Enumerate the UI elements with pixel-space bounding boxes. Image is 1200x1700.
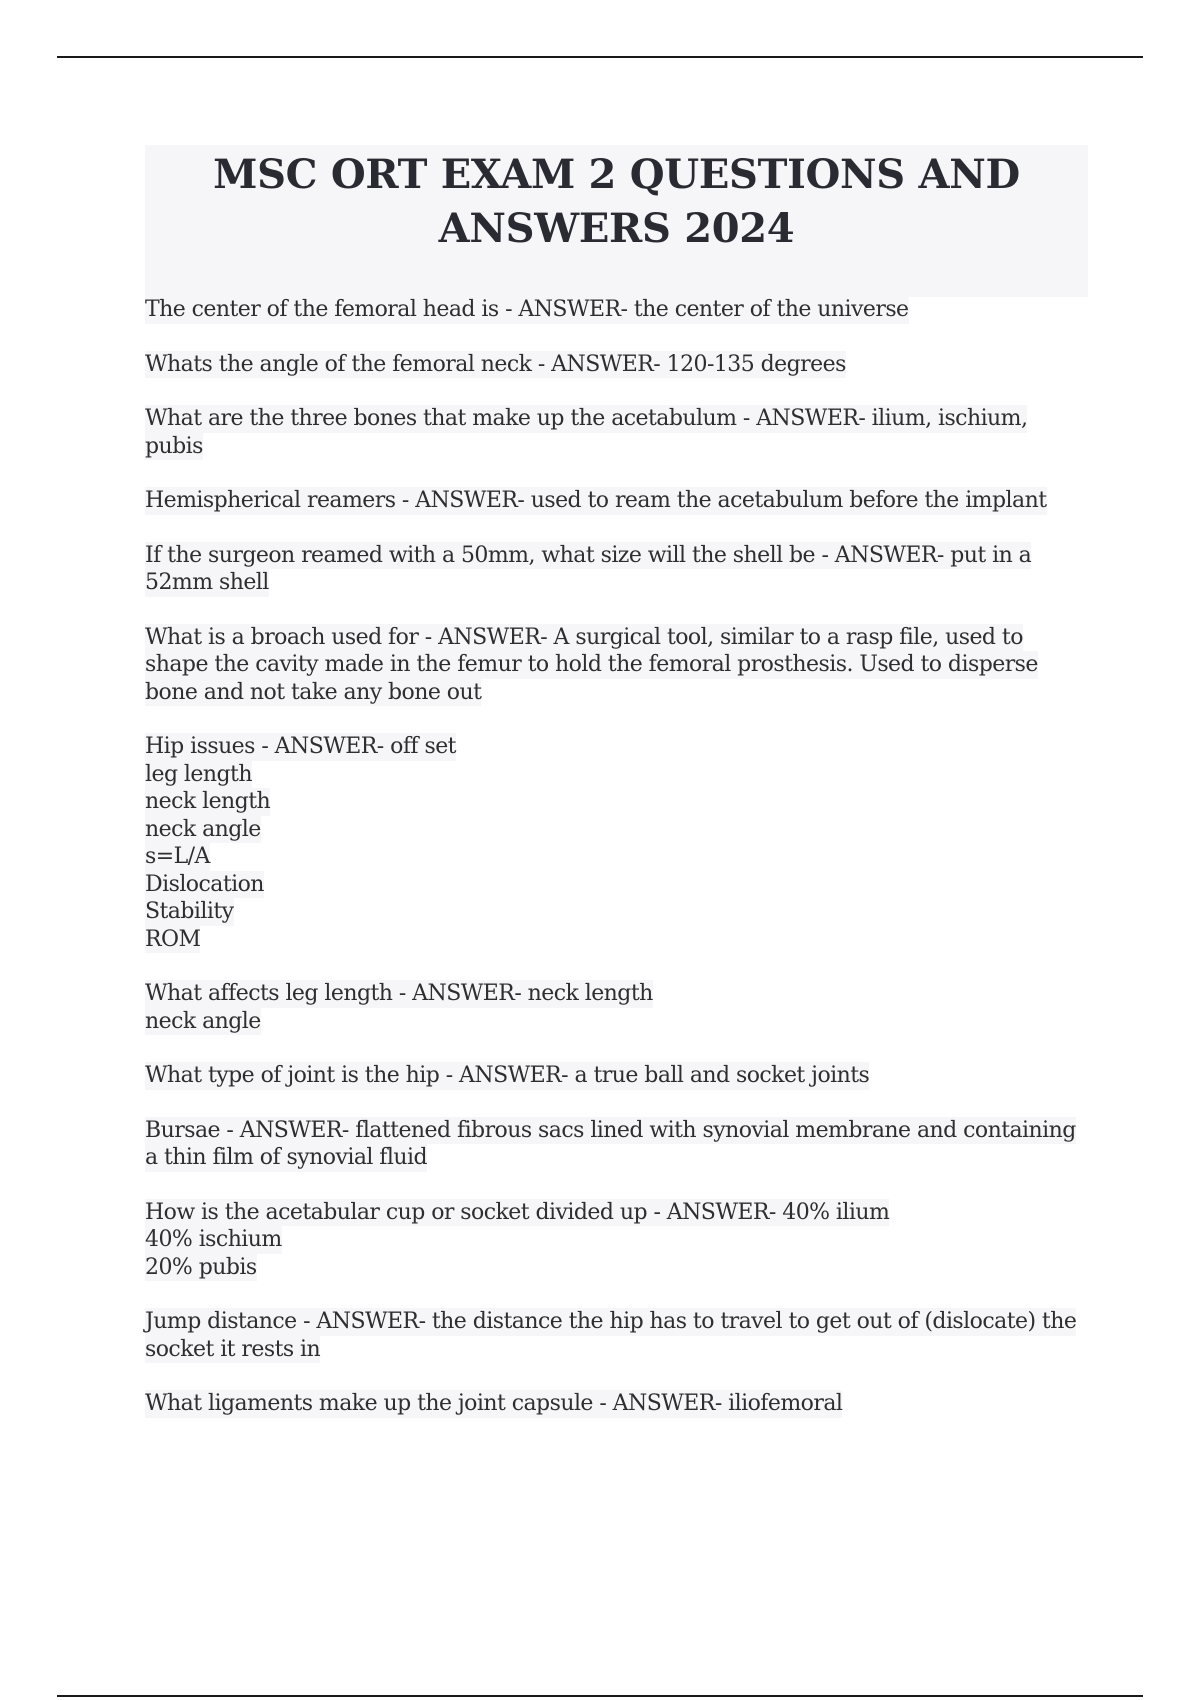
qa-line: What are the three bones that make up the acetabulum - ANSWER- ilium, ischium, <box>145 406 1028 431</box>
qa-line: Hip issues - ANSWER- off set <box>145 734 456 759</box>
qa-line: Stability <box>145 899 234 924</box>
qa-line: If the surgeon reamed with a 50mm, what size will the shell be - ANSWER- put in a <box>145 542 1032 568</box>
qa-line: socket it rests in <box>145 1336 321 1362</box>
qa-line: How is the acetabular cup or socket divided up - ANSWER- 40% ilium <box>145 1199 890 1225</box>
qa-line: s=L/A <box>145 844 210 869</box>
qa-line: 40% ischium <box>145 1227 282 1252</box>
qa-line: What is a broach used for - ANSWER- A surgical tool, similar to a rasp file, used to <box>145 624 1023 650</box>
qa-line: The center of the femoral head is - ANSWER- the center of the universe <box>145 297 909 322</box>
qa-item <box>145 980 1095 1035</box>
qa-item <box>145 405 1095 460</box>
qa-item <box>145 733 1095 953</box>
qa-line: neck angle <box>145 1008 261 1034</box>
qa-line: Hemispherical reamers - ANSWER- used to ream the acetabulum before the implant <box>145 488 1047 513</box>
qa-line: pubis <box>145 433 203 459</box>
qa-item <box>145 487 1095 515</box>
qa-line: What type of joint is the hip - ANSWER- a true ball and socket joints <box>145 1063 870 1088</box>
qa-line: Bursae - ANSWER- flattened fibrous sacs lined with synovial membrane and containing <box>145 1117 1076 1143</box>
qa-line: neck length <box>145 789 271 814</box>
qa-item <box>145 542 1095 597</box>
title-line-1: MSC ORT EXAM 2 QUESTIONS AND <box>213 151 1020 198</box>
top-rule <box>57 56 1143 58</box>
title-block <box>145 145 1088 297</box>
bottom-rule <box>57 1695 1143 1697</box>
qa-line: shape the cavity made in the femur to hold the femoral prosthesis. Used to disperse <box>145 652 1038 677</box>
qa-line: Dislocation <box>145 871 264 897</box>
qa-item <box>145 351 1095 379</box>
qa-line: bone and not take any bone out <box>145 679 482 705</box>
qa-list <box>145 296 1095 1445</box>
qa-line: Whats the angle of the femoral neck - ANSWER- 120-135 degrees <box>145 351 846 377</box>
qa-item <box>145 1308 1095 1363</box>
qa-item <box>145 1117 1095 1172</box>
qa-line: leg length <box>145 761 252 787</box>
qa-line: 52mm shell <box>145 570 269 595</box>
qa-item <box>145 1199 1095 1282</box>
qa-item <box>145 1062 1095 1090</box>
document-title <box>145 145 1088 256</box>
qa-line: a thin film of synovial fluid <box>145 1145 428 1170</box>
qa-item <box>145 1390 1095 1418</box>
qa-line: neck angle <box>145 816 261 842</box>
qa-line: 20% pubis <box>145 1254 257 1280</box>
qa-line: ROM <box>145 926 201 952</box>
qa-line: What affects leg length - ANSWER- neck length <box>145 981 653 1006</box>
title-line-2: ANSWERS 2024 <box>438 205 795 252</box>
qa-line: What ligaments make up the joint capsule - ANSWER- iliofemoral <box>145 1391 843 1416</box>
qa-item <box>145 296 1095 324</box>
qa-item <box>145 624 1095 707</box>
qa-line: Jump distance - ANSWER- the distance the hip has to travel to get out of (dislocate) the <box>145 1309 1077 1334</box>
